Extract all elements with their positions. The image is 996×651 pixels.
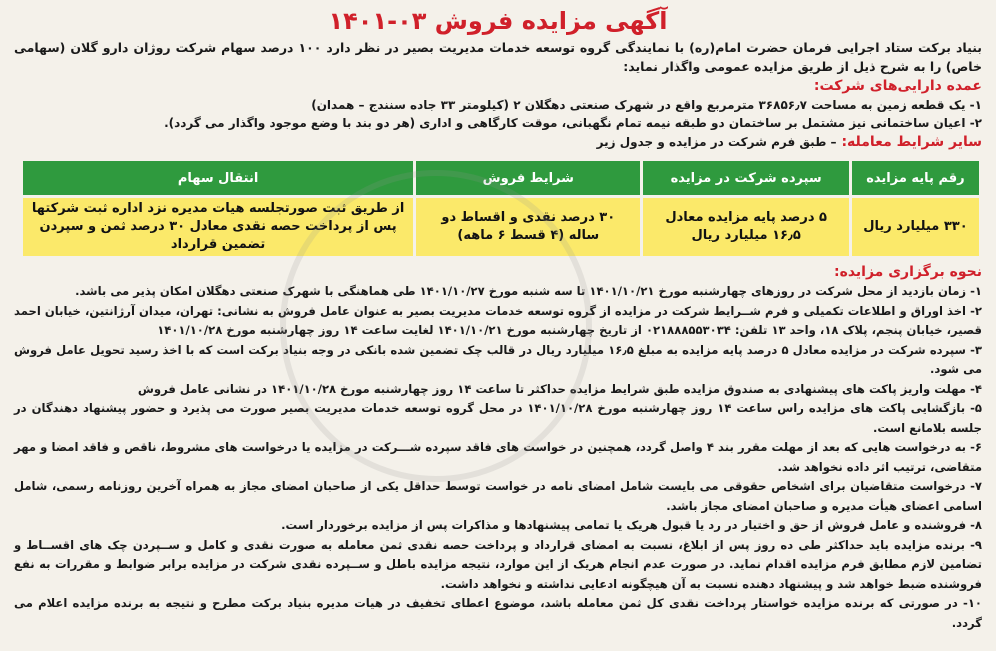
header-base-price: رقم پایه مزایده	[852, 161, 979, 195]
cell-share-transfer: از طریق ثبت صورتجلسه هیات مدیره نزد اداره ثبت شرکتها پس از پرداخت حصه نقدی معادل ۳۰ درصد ثمن و سپردن تضمین قرارداد	[23, 198, 413, 256]
notice-title: آگهی مزایده فروش ۰۳-۱۴۰۱	[328, 7, 668, 35]
procedure-item-4: ۴- مهلت واریز پاکت های پیشنهادی به صندوق مزایده طبق شرایط مزایده حداکثر تا ساعت ۱۴ روز چهارشنبه مورخ ۱۴۰۱/۱۰/۲۸ در نشانی عامل فروش	[137, 381, 982, 396]
header-deposit: سپرده شرکت در مزایده	[643, 161, 848, 195]
assets-heading: عمده دارایی‌های شرکت:	[813, 78, 982, 94]
procedure-item-5: ۵- بازگشایی پاکت های مزایده راس ساعت ۱۴ روز چهارشنبه مورخ ۱۴۰۱/۱۰/۲۸ در محل گروه توسعه خدمات مدیریت بصیر صورت می پذیرد و حضور پیشنهاد دهندگان در جلسه بلامانع است.	[14, 401, 982, 435]
procedure-item-8: ۸- فروشنده و عامل فروش از حق و اختیار در رد یا قبول هریک یا تمامی پیشنهادها و مذاکرات پس از مزایده برخوردار است.	[281, 518, 982, 532]
procedure-item-10: ۱۰- در صورتی که برنده مزایده خواستار پرداخت نقدی کل ثمن معامله باشد، موضوع اعطای تخفیف در هیات مدیره بنیاد برکت مطرح و نتیجه به برنده مزایده اعلام می گردد.	[14, 596, 982, 630]
cell-sale-terms: ۳۰ درصد نقدی و اقساط دو ساله (۴ قسط ۶ ماهه)	[416, 198, 640, 256]
header-share-transfer: انتقال سهام	[23, 161, 413, 195]
procedure-item-9: ۹- برنده مزایده باید حداکثر طی ده روز پس از ابلاغ، نسبت به امضای قرارداد و پرداخت حصه نقدی ثمن معامله به صورت نقدی و کامل و ســپردن چک های اقســاط و تضامین لازم مطابق فرم مزایده اقدام نماید. در صورت عدم انجام هریک از این موارد، نتیجه مزایده باطل و ســپرده نقدی شرکت در مزایده برابر ضوابط و مقررات به نفع فروشنده ضبط خواهد شد و پیشنهاد دهنده نسبت به آن هیچگونه ادعایی نداشته و نخواهد داشت.	[14, 537, 982, 591]
procedure-item-6: ۶- به درخواست هایی که بعد از مهلت مقرر بند ۴ واصل گردد، همچنین در خواست های فاقد سپرده شـــرکت در مزایده یا درخواست های مشروط، ناقص و فاقد امضا و مهر متقاضی، ترتیب اثر داده نخواهد شد.	[14, 440, 982, 474]
terms-table-row	[23, 198, 979, 256]
cell-base-price: ۳۳۰ میلیارد ریال	[852, 198, 979, 256]
other-terms-note: – طبق فرم شرکت در مزایده و جدول زیر	[596, 135, 837, 149]
terms-table	[20, 158, 982, 259]
header-sale-terms: شرایط فروش	[416, 161, 640, 195]
terms-table-header-row	[23, 161, 979, 195]
asset-item-1: ۱- یک قطعه زمین به مساحت ۳۶۸۵۶٫۷ مترمربع واقع در شهرک صنعتی دهگلان ۲ (کیلومتر ۳۳ جاده سنندج – همدان)	[311, 98, 982, 112]
procedure-heading: نحوه برگزاری مزایده:	[833, 264, 982, 280]
cell-deposit: ۵ درصد پایه مزایده معادل ۱۶٫۵ میلیارد ریال	[643, 198, 848, 256]
procedure-item-3: ۳- سپرده شرکت در مزایده معادل ۵ درصد پایه مزایده به مبلغ ۱۶٫۵ میلیارد ریال در قالب چک تضمین شده بانکی در وجه بنیاد برکت است که با اخذ رسید تحویل عامل فروش می شود.	[14, 342, 982, 376]
procedure-list	[14, 282, 982, 633]
intro-paragraph: بنیاد برکت ستاد اجرایی فرمان حضرت امام(ره) با نمایندگی گروه توسعه خدمات مدیریت بصیر در نظر دارد ۱۰۰ درصد سهام شرکت روژان دارو گلان (سهامی خاص) را به شرح ذیل از طریق مزایده عمومی واگذار نماید:	[14, 40, 982, 74]
other-terms-heading	[14, 133, 982, 152]
other-terms-heading-text: سایر شرایط معامله:	[841, 134, 982, 150]
procedure-item-1: ۱- زمان بازدید از محل شرکت در روزهای چهارشنبه مورخ ۱۴۰۱/۱۰/۲۱ تا سه شنبه مورخ ۱۴۰۱/۱۰/۲۷ طی هماهنگی با شهرک صنعتی دهگلان امکان پذیر می باشد.	[75, 284, 982, 298]
procedure-item-2: ۲- اخذ اوراق و اطلاعات تکمیلی و فرم شــرایط شرکت در مزایده از گروه توسعه خدمات مدیریت بصیر به عنوان عامل فروش به نشانی: تهران، میدان آرژانتین، خیابان احمد قصیر، خیابان پنجم، پلاک ۱۸، واحد ۱۳ تلفن: ۰۲۱۸۸۸۵۵۳۰۳۴ از تاریخ چهارشنبه مورخ ۱۴۰۱/۱۰/۲۱ لغایت ساعت ۱۴ روز چهارشنبه مورخ ۱۴۰۱/۱۰/۲۸	[14, 303, 982, 337]
asset-item-2: ۲- اعیان ساختمانی نیز مشتمل بر ساختمان دو طبقه نیمه تمام نگهبانی، موقت کارگاهی و اداری (هر دو بند با وضع موجود واگذار می گردد).	[164, 116, 982, 130]
procedure-item-7: ۷- درخواست متقاضیان برای اشخاص حقوقی می بایست شامل امضای نامه در خواست توسط حداقل یکی از صاحبان امضای مجاز به همراه آخرین روزنامه رسمی، شامل اسامی اعضای هیأت مدیره و صاحبان امضای مجاز باشد.	[14, 479, 982, 513]
